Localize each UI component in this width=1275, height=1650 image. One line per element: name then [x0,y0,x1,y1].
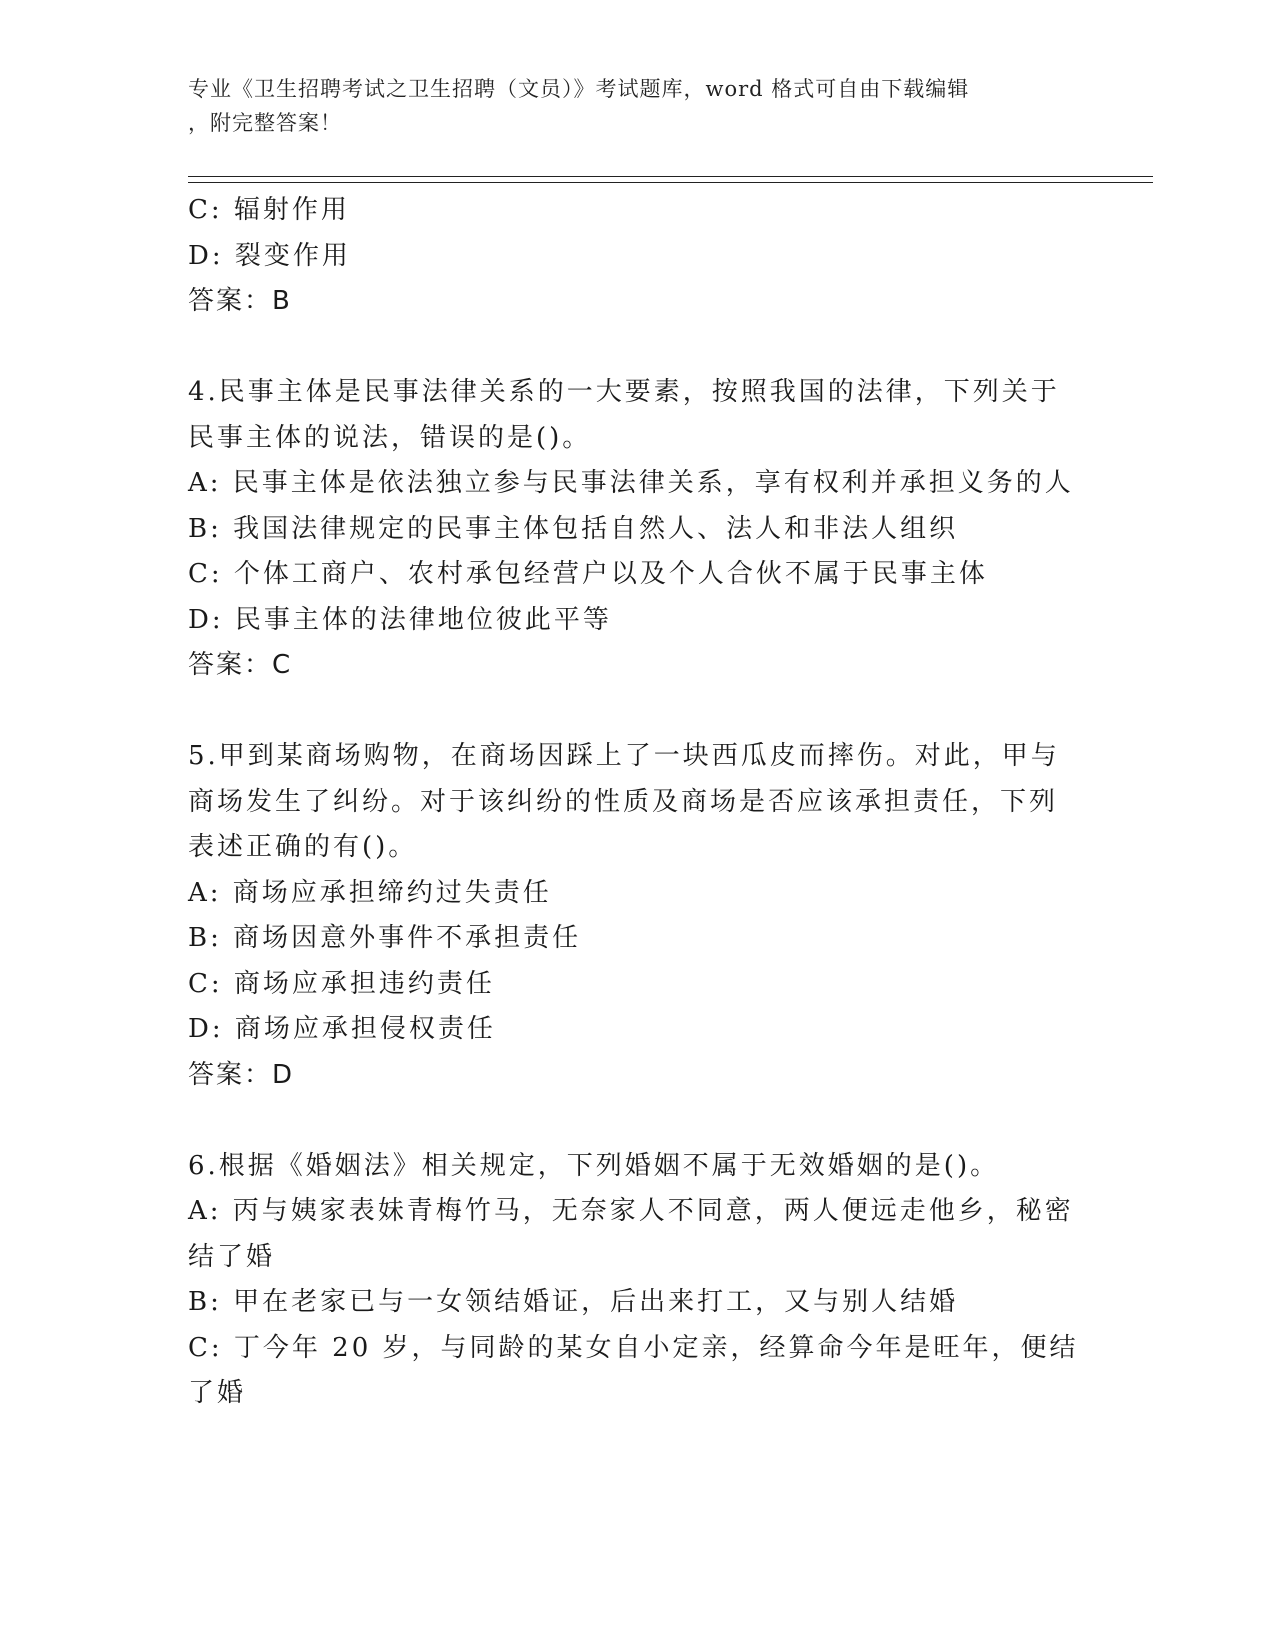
option-c: C: 商场应承担违约责任 [188,968,495,999]
spacer [188,1098,1088,1144]
option-d: D: 商场应承担侵权责任 [188,1014,496,1044]
option-d: D: 裂变作用 [188,240,351,271]
option-a: A: 民事主体是依法独立参与民事法律关系，享有权利并承担义务的人 [188,468,1074,498]
header-line-2: ，附完整答案！ [188,111,342,135]
previous-question [188,188,1088,325]
question-stem-line: 表述正确的有()。 [188,832,418,862]
header-rule-bottom [188,182,1153,183]
answer-line: 答案：B [188,286,292,316]
option-b: B: 商场因意外事件不承担责任 [188,923,582,953]
answer-line: 答案：C [188,650,293,680]
question-stem-line: 6.根据《婚姻法》相关规定，下列婚姻不属于无效婚姻的是()。 [188,1150,1000,1181]
question-5 [188,734,1088,1098]
question-content [188,188,1088,1417]
option-c-continuation: 了婚 [188,1378,247,1408]
header-rule-top [188,176,1153,177]
question-stem-line: 民事主体的说法，错误的是()。 [188,422,592,453]
option-c: C: 个体工商户、农村承包经营户以及个人合伙不属于民事主体 [188,559,988,589]
document-header [188,72,1068,140]
option-d: D: 民事主体的法律地位彼此平等 [188,604,612,635]
option-c: C: 辐射作用 [188,195,350,225]
question-stem-line: 5.甲到某商场购物，在商场因踩上了一块西瓜皮而摔伤。对此，甲与 [188,741,1060,771]
option-a: A: 丙与姨家表妹青梅竹马，无奈家人不同意，两人便远走他乡，秘密 [188,1196,1074,1226]
question-stem-line: 4.民事主体是民事法律关系的一大要素，按照我国的法律，下列关于 [188,377,1060,407]
option-b: B: 我国法律规定的民事主体包括自然人、法人和非法人组织 [188,513,959,544]
answer-line: 答案：D [188,1059,295,1090]
option-b: B: 甲在老家已与一女领结婚证，后出来打工，又与别人结婚 [188,1287,959,1317]
spacer [188,325,1088,371]
question-stem-line: 商场发生了纠纷。对于该纠纷的性质及商场是否应该承担责任，下列 [188,786,1059,817]
header-line-1: 专业《卫生招聘考试之卫生招聘（文员）》考试题库，word 格式可自由下载编辑 [188,77,970,101]
question-4 [188,370,1088,689]
option-a-continuation: 结了婚 [188,1241,276,1272]
option-c: C: 丁今年 20 岁，与同龄的某女自小定亲，经算命今年是旺年，便结 [188,1332,1079,1363]
question-6 [188,1144,1088,1417]
option-a: A: 商场应承担缔约过失责任 [188,877,552,908]
spacer [188,689,1088,735]
